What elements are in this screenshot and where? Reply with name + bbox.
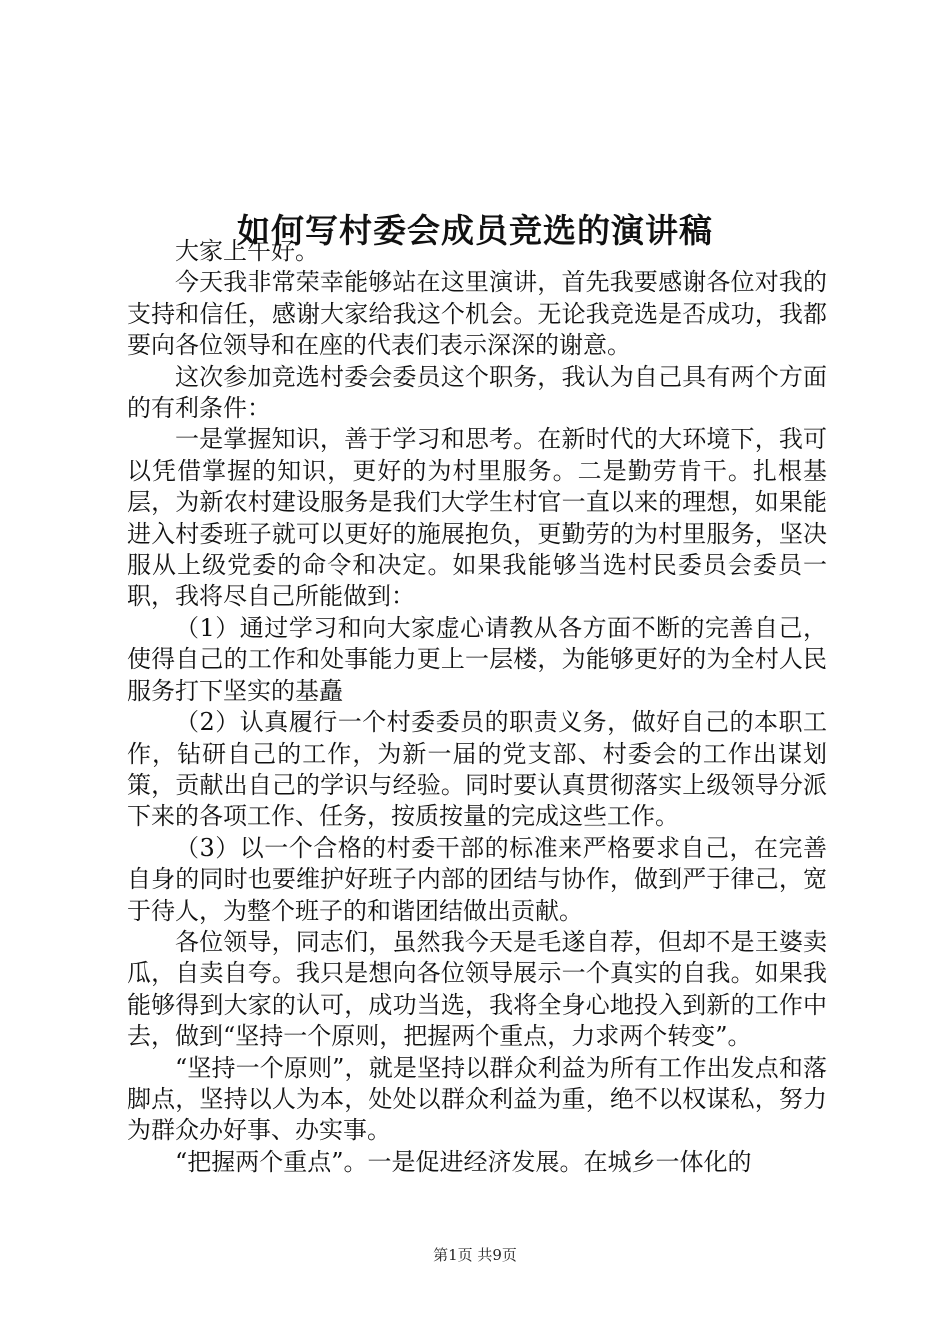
paragraph-greeting: 大家上午好。 bbox=[175, 237, 319, 265]
paragraph-item-1: （1）通过学习和向大家虚心请教从各方面不断的完善自己，使得自己的工作和处事能力更上一层楼，为能够更好的为全村人民服务打下坚实的基矗 bbox=[127, 613, 827, 705]
document-title: 如何写村委会成员竞选的演讲稿 bbox=[237, 211, 713, 251]
paragraph: “把握两个重点”。一是促进经济发展。在城乡一体化的 bbox=[175, 1147, 752, 1176]
page-number-footer: 第1页 共9页 bbox=[433, 1246, 517, 1264]
document-body bbox=[127, 236, 827, 1178]
paragraph: 今天我非常荣幸能够站在这里演讲，首先我要感谢各位对我的支持和信任，感谢大家给我这个机会。无论我竞选是否成功，我都要向各位领导和在座的代表们表示深深的谢意。 bbox=[127, 268, 827, 360]
paragraph: 各位领导，同志们，虽然我今天是毛遂自荐，但却不是王婆卖瓜，自卖自夸。我只是想向各位领导展示一个真实的自我。如果我能够得到大家的认可，成功当选，我将全身心地投入到新的工作中去，做到“坚持一个原则，把握两个重点，力求两个转变”。 bbox=[127, 927, 827, 1051]
paragraph: 这次参加竞选村委会委员这个职务，我认为自己具有两个方面的有利条件： bbox=[127, 362, 827, 423]
paragraph: “坚持一个原则”，就是坚持以群众利益为所有工作出发点和落脚点，坚持以人为本，处处以群众利益为重，绝不以权谋私，努力为群众办好事、办实事。 bbox=[127, 1053, 827, 1145]
paragraph-item-3: （3）以一个合格的村委干部的标准来严格要求自己，在完善自身的同时也要维护好班子内部的团结与协作，做到严于律己，宽于待人，为整个班子的和谐团结做出贡献。 bbox=[127, 833, 827, 925]
paragraph: 一是掌握知识，善于学习和思考。在新时代的大环境下，我可以凭借掌握的知识，更好的为村里服务。二是勤劳肯干。扎根基层，为新农村建设服务是我们大学生村官一直以来的理想，如果能进入村委班子就可以更好的施展抱负，更勤劳的为村里服务，坚决服从上级党委的命令和决定。如果我能够当选村民委员会委员一职，我将尽自己所能做到： bbox=[127, 425, 827, 611]
paragraph-item-2: （2）认真履行一个村委委员的职责义务，做好自己的本职工作，钻研自己的工作，为新一届的党支部、村委会的工作出谋划策，贡献出自己的学识与经验。同时要认真贯彻落实上级领导分派下来的各项工作、任务，按质按量的完成这些工作。 bbox=[127, 708, 827, 831]
